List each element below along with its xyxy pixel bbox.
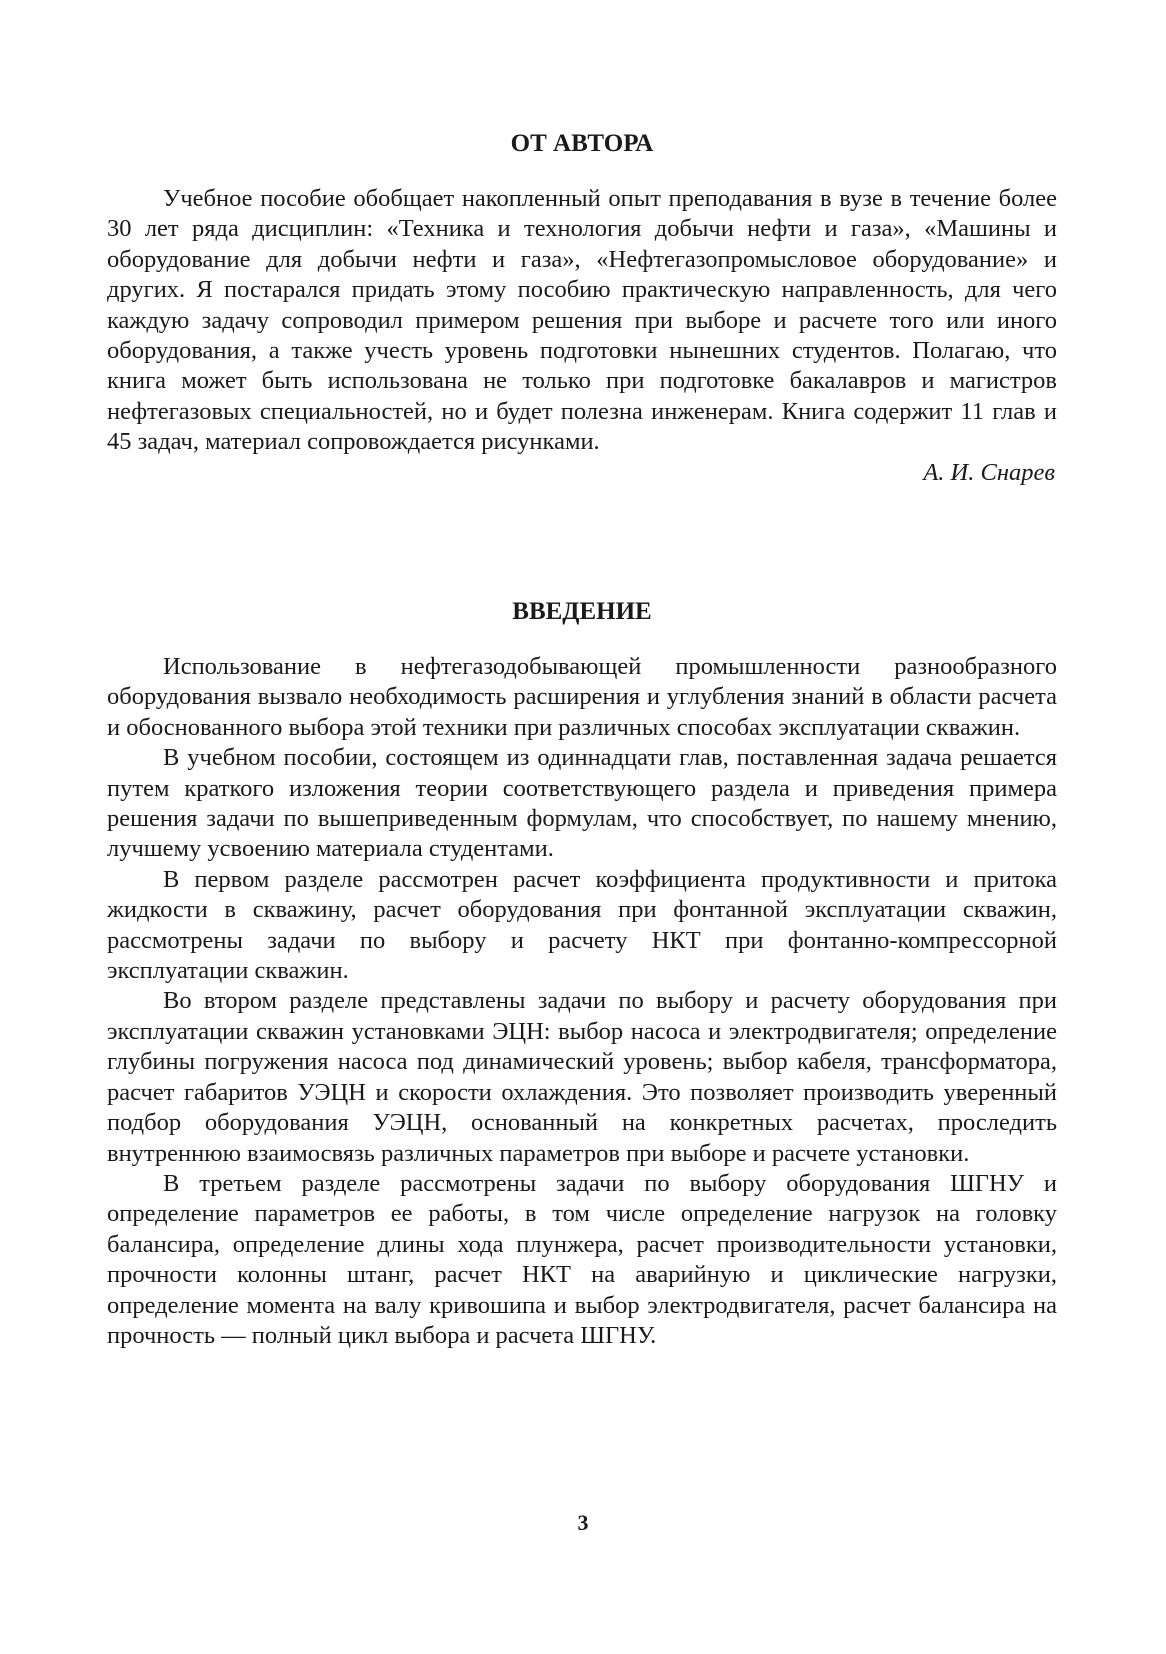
author-paragraph: Учебное пособие обобщает накопленный опыт преподавания в вузе в течение более 30 лет ряда дисциплин: «Техника и технология добычи нефти и газа», «Машины и оборудование для добычи нефти и газа», «Нефтегазопромысловое оборудование» и других. Я постарался придать этому пособию практическую направленность, для чего каждую задачу сопроводил примером решения при выборе и расчете того или иного оборудования, а также учесть уровень подготовки нынешних студентов. Полагаю, что книга может быть использована не только при подготовке бакалавров и магистров нефтегазовых специальностей, но и будет полезна инженерам. Книга содержит 11 глав и 45 задач, материал сопровождается рисунками.: [107, 185, 1057, 456]
intro-section-body: [107, 652, 1057, 1351]
author-section-body: [107, 184, 1057, 488]
intro-paragraph: В учебном пособии, состоящем из одиннадцати глав, поставленная задача решается путем краткого изложения теории соответствующего раздела и приведения примера решения задачи по вышеприведенным формулам, что способствует, по нашему мнению, лучшему усвоению материала студентами.: [107, 744, 1057, 863]
intro-paragraph: В первом разделе рассмотрен расчет коэффициента продуктивности и притока жидкости в скважину, расчет оборудования при фонтанной эксплуатации скважин, рассмотрены задачи по выбору и расчету НКТ при фонтанно-компрессорной эксплуатации скважин.: [107, 865, 1057, 985]
intro-paragraph: Использование в нефтегазодобывающей промышленности разнообразного оборудования вызвало необходимость расширения и углубления знаний в области расчета и обоснованного выбора этой техники при различных способах эксплуатации скважин.: [107, 653, 1057, 741]
author-section-title: ОТ АВТОРА: [510, 130, 654, 157]
author-signature: А. И. Снарев: [923, 458, 1055, 486]
intro-paragraph: В третьем разделе рассмотрены задачи по выбору оборудования ШГНУ и определение параметров ее работы, в том числе определение нагрузок на головку балансира, определение длины хода плунжера, расчет производительности установки, прочности колонны штанг, расчет НКТ на аварийную и циклические нагрузки, определение момента на валу кривошипа и выбор электродвигателя, расчет балансира на прочность — полный цикл выбора и расчета ШГНУ.: [107, 1169, 1057, 1349]
intro-section-title: ВВЕДЕНИЕ: [512, 598, 652, 625]
page-number: 3: [577, 1510, 589, 1535]
intro-paragraph: Во втором разделе представлены задачи по выбору и расчету оборудования при эксплуатации скважин установками ЭЦН: выбор насоса и электродвигателя; определение глубины погружения насоса под динамический уровень; выбор кабеля, трансформатора, расчет габаритов УЭЦН и скорости охлаждения. Это позволяет производить уверенный подбор оборудования УЭЦН, основанный на конкретных расчетах, проследить внутреннюю взаимосвязь различных параметров при выборе и расчете установки.: [107, 987, 1057, 1167]
